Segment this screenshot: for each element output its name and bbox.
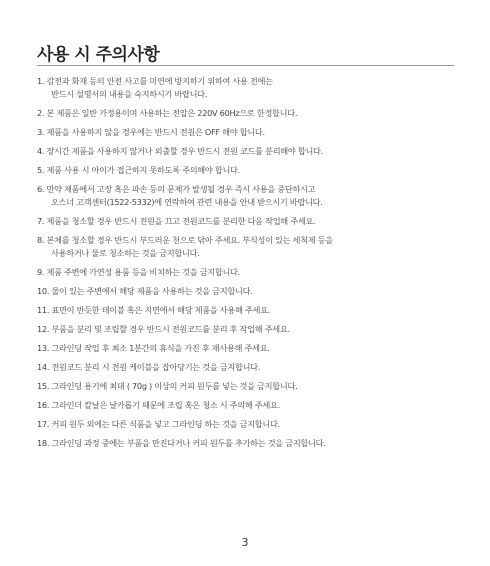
item-text: 표면이 반듯한 테이블 혹은 지면에서 해당 제품을 사용해 주세요. [51, 305, 270, 315]
item-text: 전원코드 분리 시 전원 케이블을 잡아당기는 것을 금지합니다. [51, 362, 261, 372]
item-text: 부품을 분리 및 조립할 경우 반드시 전원코드를 분리 후 작업해 주세요. [51, 324, 290, 334]
item-number: 18. [37, 438, 50, 448]
precaution-list [37, 75, 467, 456]
item-text-continuation: 사용하거나 물로 청소하는 것을 금지합니다. [51, 248, 200, 258]
item-text: 그라인더 칼날은 날카롭기 때문에 조립 혹은 청소 시 주의해 주세요. [51, 400, 280, 410]
item-number: 8. [37, 235, 45, 245]
precaution-item [37, 399, 467, 412]
item-text: 만약 제품에서 고장 혹은 파손 등의 문제가 발생될 경우 즉시 사용을 중단하시고 [46, 184, 316, 194]
item-number: 16. [37, 400, 50, 410]
precaution-item [37, 145, 467, 158]
precaution-item [37, 234, 467, 260]
item-text: 그라인딩 용기에 최대 ( 70g ) 이상의 커피 원두를 넣는 것을 금지합니다. [51, 381, 298, 391]
item-text: 물이 있는 주변에서 해당 제품을 사용하는 것을 금지합니다. [51, 286, 253, 296]
item-text: 제품 사용 시 아이가 접근하지 못하도록 주의해야 합니다. [46, 165, 240, 175]
item-text: 그라인딩 작업 후 최소 1분간의 휴식을 가진 후 재사용해 주세요. [51, 343, 270, 353]
precaution-item [37, 164, 467, 177]
item-number: 1. [37, 76, 45, 86]
page-title: 사용 시 주의사항 [37, 45, 160, 65]
precaution-item [37, 266, 467, 279]
title-divider [37, 65, 454, 66]
item-text-continuation: 반드시 설명서의 내용을 숙지하시기 바랍니다. [51, 89, 208, 99]
precaution-item [37, 126, 467, 139]
item-text: 제품을 사용하지 않을 경우에는 반드시 전원은 OFF 해야 합니다. [46, 127, 265, 137]
item-number: 11. [37, 305, 50, 315]
item-text: 커피 원두 외에는 다른 식품을 넣고 그라인딩 하는 것을 금지합니다. [51, 419, 280, 429]
item-number: 3. [37, 127, 45, 137]
precaution-item [37, 361, 467, 374]
item-text-continuation: 오스너 고객센터(1522-5332)에 연락하여 관련 내용을 안내 받으시기 바랍니다. [51, 197, 323, 207]
item-number: 13. [37, 343, 50, 353]
precaution-item [37, 342, 467, 355]
item-number: 12. [37, 324, 50, 334]
item-number: 15. [37, 381, 50, 391]
precaution-item [37, 304, 467, 317]
item-number: 17. [37, 419, 50, 429]
item-text: 본 제품은 일반 가정용이며 사용하는 전압은 220V 60Hz으로 한정합니다. [46, 108, 298, 118]
precaution-item [37, 107, 467, 120]
item-text: 그라인딩 과정 중에는 부품을 만진다거나 커피 원두를 추가하는 것을 금지합니다. [51, 438, 326, 448]
precaution-item [37, 323, 467, 336]
precaution-item [37, 215, 467, 228]
precaution-item [37, 380, 467, 393]
item-number: 6. [37, 184, 45, 194]
precaution-item [37, 183, 467, 209]
precaution-item [37, 75, 467, 101]
item-number: 10. [37, 286, 50, 296]
item-number: 4. [37, 146, 45, 156]
item-number: 5. [37, 165, 45, 175]
item-text: 제품을 청소할 경우 반드시 전원을 끄고 전원코드를 분리한 다음 작업해 주세요. [46, 216, 316, 226]
item-text: 감전과 화재 등의 안전 사고를 미연에 방지하기 위하여 사용 전에는 [46, 76, 273, 86]
item-number: 14. [37, 362, 50, 372]
precaution-item [37, 437, 467, 450]
precaution-item [37, 418, 467, 431]
page-number: 3 [241, 536, 249, 549]
item-text: 본체를 청소할 경우 반드시 부드러운 천으로 닦아 주세요. 부식성이 있는 세척제 등을 [46, 235, 333, 245]
item-number: 2. [37, 108, 45, 118]
item-text: 장시간 제품을 사용하지 않거나 외출할 경우 반드시 전원 코드를 분리해야 합니다. [46, 146, 323, 156]
item-number: 7. [37, 216, 45, 226]
item-number: 9. [37, 267, 45, 277]
precaution-item [37, 285, 467, 298]
item-text: 제품 주변에 가연성 용품 등을 비치하는 것을 금지합니다. [46, 267, 240, 277]
